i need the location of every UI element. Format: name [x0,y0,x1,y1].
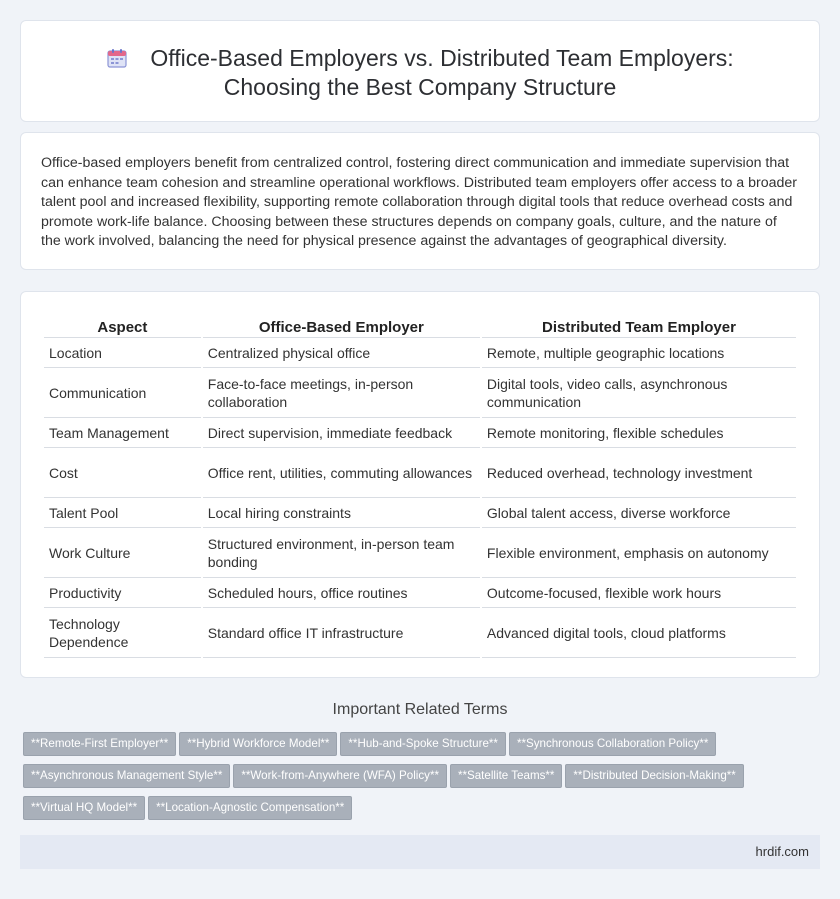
footer [20,835,820,869]
table-row [44,368,796,418]
cell-office: Structured environment, in-person team bonding [203,528,480,578]
related-terms-list [23,732,813,828]
cell-aspect: Work Culture [44,528,201,578]
table-row [44,608,796,658]
related-term-tag[interactable]: **Work-from-Anywhere (WFA) Policy** [233,764,447,788]
cell-aspect: Productivity [44,578,201,608]
comparison-table [42,313,798,658]
header-aspect: Aspect [44,313,201,338]
cell-office: Direct supervision, immediate feedback [203,418,480,448]
footer-site-link[interactable]: hrdif.com [755,844,809,859]
cell-office: Centralized physical office [203,338,480,368]
related-term-tag[interactable]: **Location-Agnostic Compensation** [148,796,352,820]
related-term-tag[interactable]: **Synchronous Collaboration Policy** [509,732,716,756]
cell-aspect: Communication [44,368,201,418]
title-card [20,20,820,122]
cell-distributed: Global talent access, diverse workforce [482,498,796,528]
related-terms-title: Important Related Terms [332,701,508,718]
table-row [44,498,796,528]
title-line-2: Choosing the Best Company Structure [223,74,617,100]
page-title [21,44,819,102]
cell-distributed: Digital tools, video calls, asynchronous communication [482,368,796,418]
header-distributed: Distributed Team Employer [482,313,796,338]
table-row [44,448,796,498]
intro-card [20,132,820,270]
header-office-based: Office-Based Employer [203,313,480,338]
cell-distributed: Remote, multiple geographic locations [482,338,796,368]
related-term-tag[interactable]: **Asynchronous Management Style** [23,764,230,788]
cell-distributed: Remote monitoring, flexible schedules [482,418,796,448]
cell-office: Scheduled hours, office routines [203,578,480,608]
related-term-tag[interactable]: **Virtual HQ Model** [23,796,145,820]
cell-distributed: Reduced overhead, technology investment [482,448,796,498]
calendar-icon [106,47,128,69]
comparison-card [20,291,820,678]
table-row [44,418,796,448]
cell-aspect: Team Management [44,418,201,448]
table-row [44,578,796,608]
related-term-tag[interactable]: **Satellite Teams** [450,764,562,788]
related-term-tag[interactable]: **Hybrid Workforce Model** [179,732,337,756]
table-row [44,338,796,368]
cell-distributed: Flexible environment, emphasis on autonomy [482,528,796,578]
cell-office: Standard office IT infrastructure [203,608,480,658]
cell-office: Local hiring constraints [203,498,480,528]
intro-paragraph: Office-based employers benefit from centralized control, fostering direct communication and immediate supervision that can enhance team cohesion and streamline operational workflows. Distributed team employers offer access to a broader talent pool and increased flexibility, supporting remote collaboration through digital tools that reduce overhead costs and promote work-life balance. Choosing between these structures depends on company goals, culture, and the nature of the work involved, balancing the need for physical presence against the advantages of geographical diversity. [41,155,798,250]
cell-distributed: Advanced digital tools, cloud platforms [482,608,796,658]
related-term-tag[interactable]: **Hub-and-Spoke Structure** [340,732,506,756]
table-header-row [44,313,796,338]
cell-distributed: Outcome-focused, flexible work hours [482,578,796,608]
cell-aspect: Technology Dependence [44,608,201,658]
table-row [44,528,796,578]
cell-aspect: Location [44,338,201,368]
cell-aspect: Cost [44,448,201,498]
cell-aspect: Talent Pool [44,498,201,528]
title-line-1: Office-Based Employers vs. Distributed Team Employers: [150,45,734,71]
cell-office: Office rent, utilities, commuting allowances [203,448,480,498]
related-term-tag[interactable]: **Remote-First Employer** [23,732,176,756]
related-term-tag[interactable]: **Distributed Decision-Making** [565,764,743,788]
cell-office: Face-to-face meetings, in-person collaboration [203,368,480,418]
